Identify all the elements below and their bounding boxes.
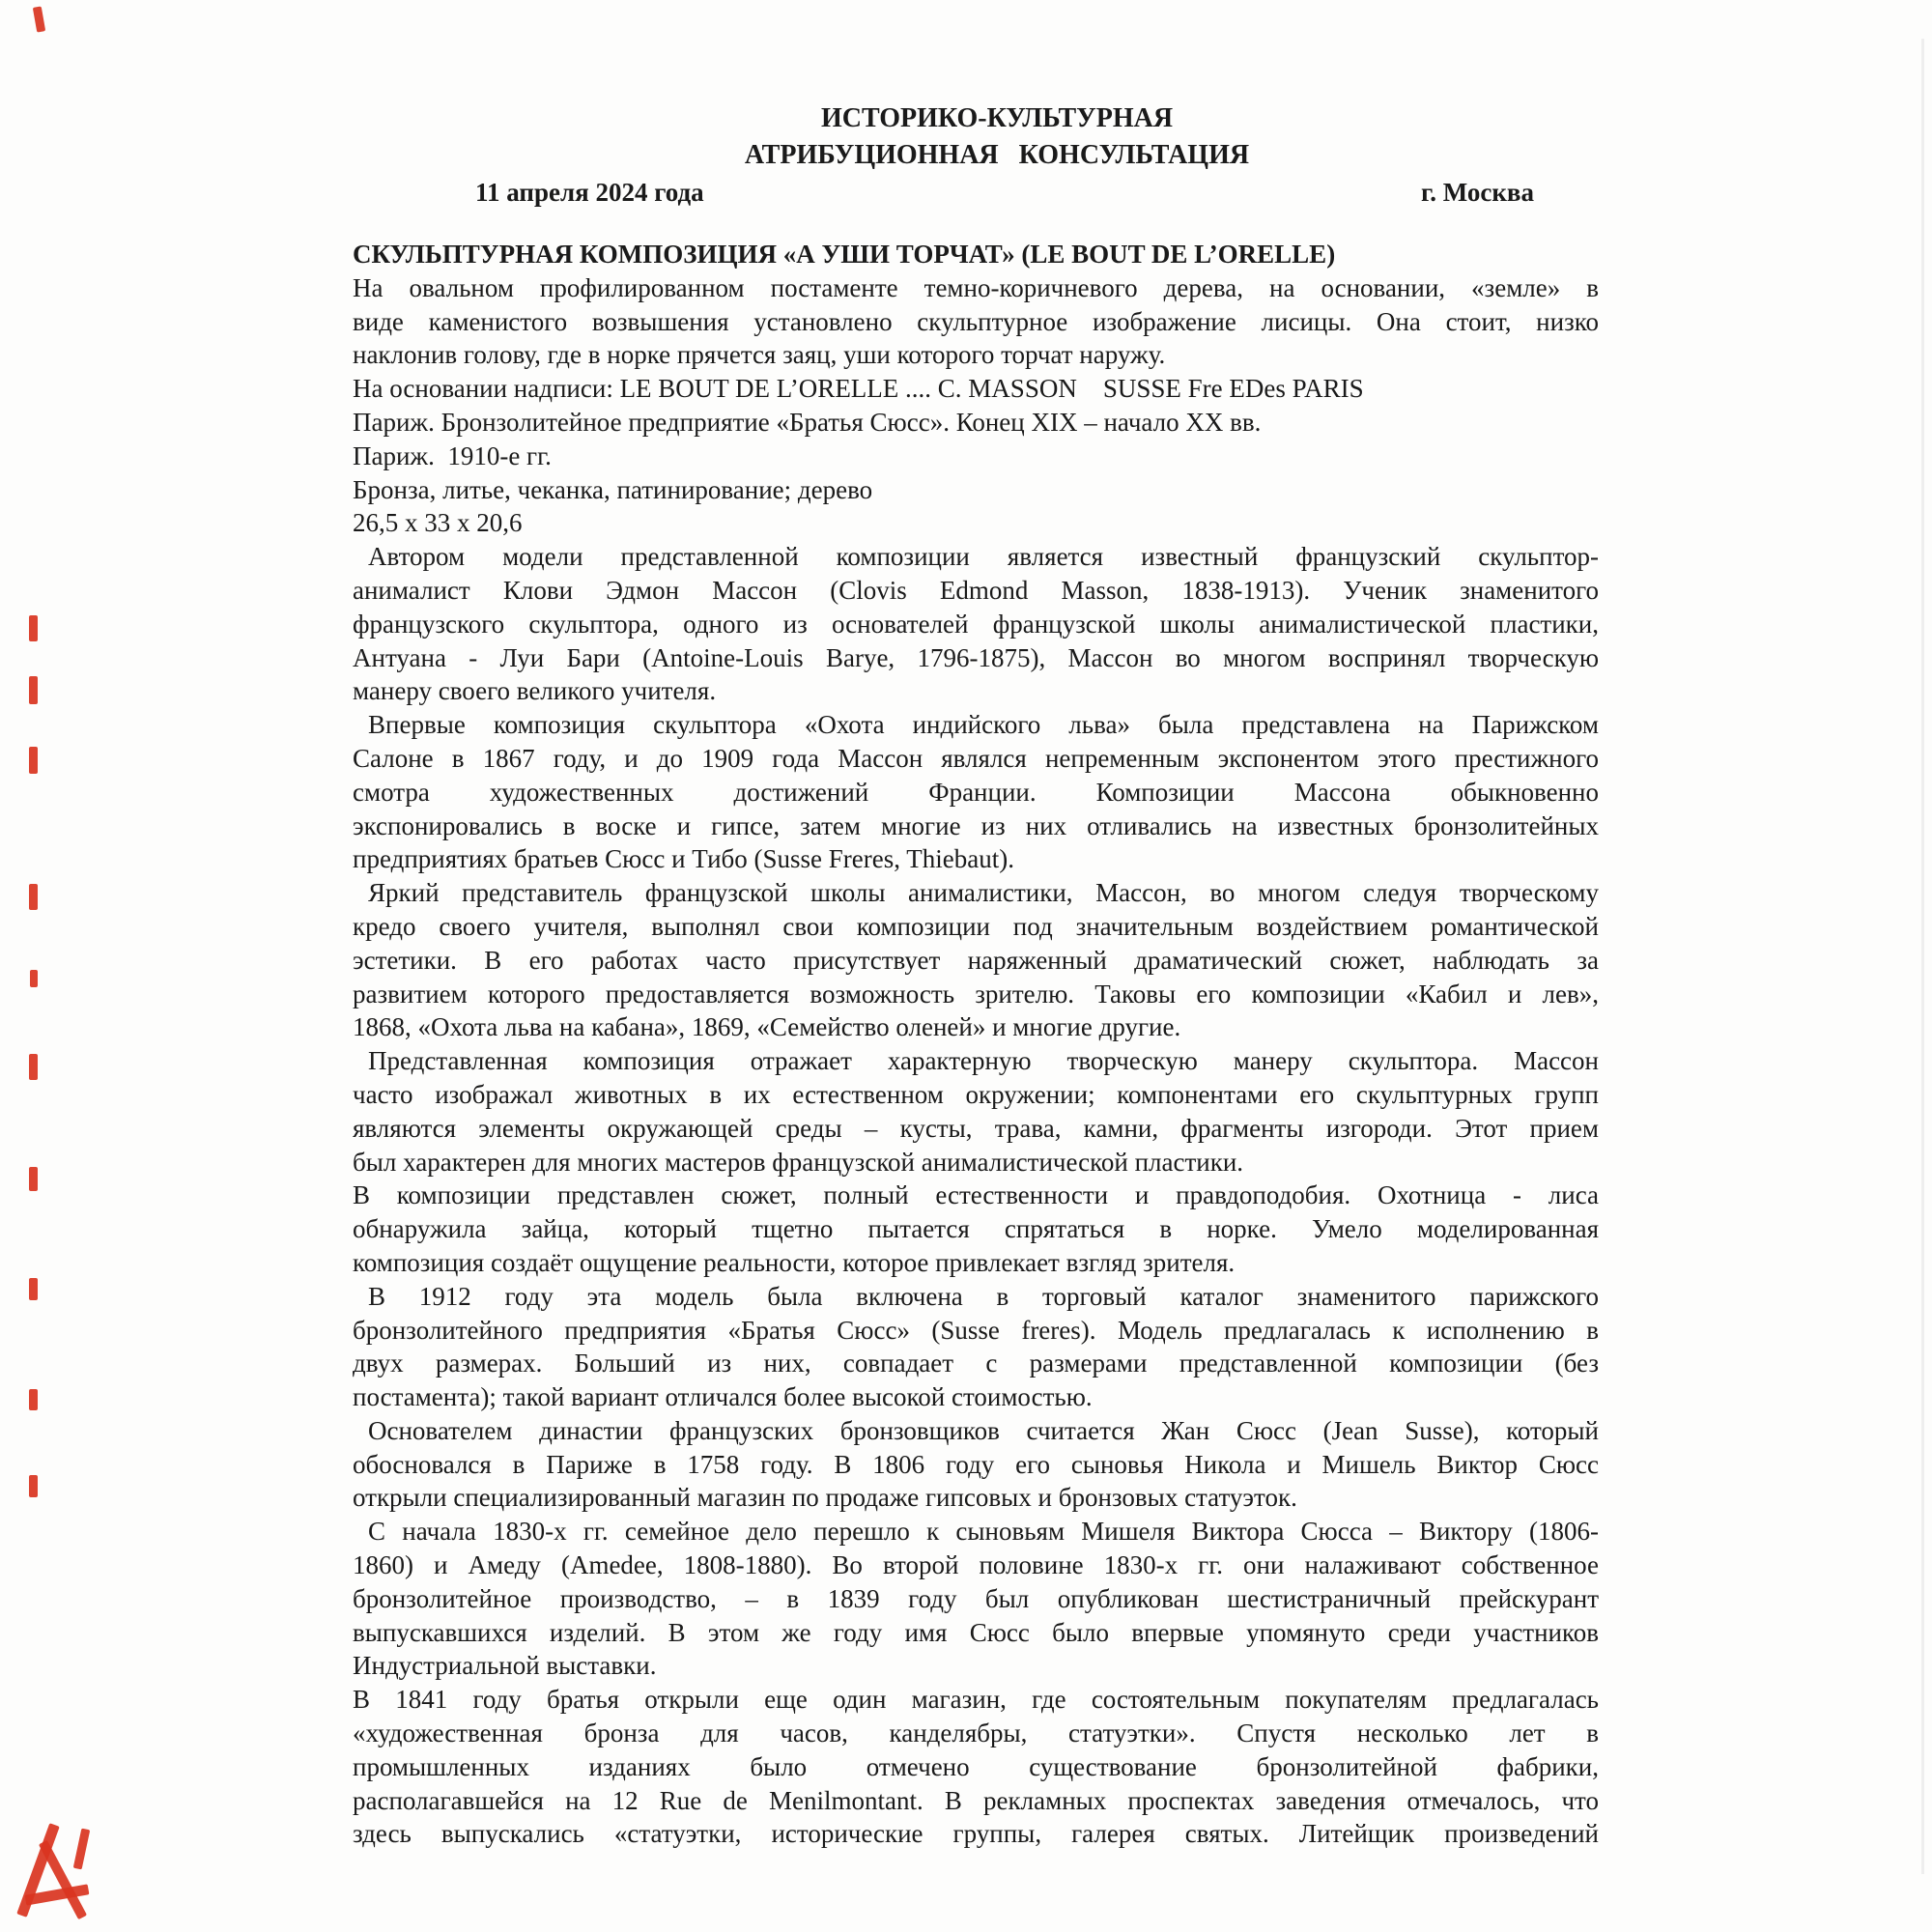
document-city: г. Москва [1421, 178, 1534, 207]
red-dash-mark [30, 970, 38, 987]
text-line: Париж. Бронзолитейное предприятие «Братья Сюсс». Конец XIX – начало XX вв. [353, 407, 1262, 437]
text-line: промышленных изданиях было отмечено существование бронзолитейной фабрики, [353, 1751, 1599, 1781]
text-line: Париж. 1910-е гг. [353, 440, 552, 470]
text-line: являются элементы окружающей среды – кусты, трава, камни, фрагменты изгороди. Этот прием [353, 1113, 1599, 1143]
text-line: виде каменистого возвышения установлено скульптурное изображение лисицы. Она стоит, низко [353, 306, 1599, 336]
text-line: Бронза, литье, чеканка, патинирование; дерево [353, 474, 873, 504]
text-line: Салоне в 1867 году, и до 1909 года Массон являлся непременным экспонентом этого престижного [353, 743, 1599, 773]
text-line: бронзолитейное производство, – в 1839 году был опубликован шестистраничный прейскурант [353, 1583, 1599, 1613]
text-line: Индустриальной выставки. [353, 1651, 657, 1681]
text-line: двух размерах. Больший из них, совпадает с размерами представленной композиции (без [353, 1349, 1599, 1378]
text-line: здесь выпускались «статуэтки, исторические группы, галерея святых. Литейщик произведений [353, 1819, 1599, 1849]
text-line: Яркий представитель французской школы анималистики, Массон, во многом следуя творческому [368, 878, 1599, 908]
text-line: постамента); такой вариант отличался более высокой стоимостью. [353, 1382, 1093, 1412]
text-line: 1860) и Амеду (Amedee, 1808-1880). Во второй половине 1830-х гг. они налаживают собственное [353, 1550, 1599, 1580]
red-dash-mark [29, 1278, 38, 1300]
text-line: В 1841 году братья открыли еще один магазин, где состоятельным покупателям предлагалась [353, 1685, 1599, 1715]
text-line: 26,5 х 33 х 20,6 [353, 508, 523, 538]
document-date: 11 апреля 2024 года [475, 178, 704, 207]
text-line: Основателем династии французских бронзовщиков считается Жан Сюсс (Jean Susse), который [368, 1415, 1599, 1445]
text-line: Антуана - Луи Бари (Antoine-Louis Barye, 1796-1875), Массон во многом воспринял творческую [353, 642, 1599, 672]
red-dash-mark [29, 1475, 38, 1497]
text-line: наклонив голову, где в норке прячется заяц, уши которого торчат наружу. [353, 340, 1166, 370]
text-line: Впервые композиция скульптора «Охота индийского льва» была представлена на Парижском [368, 710, 1599, 740]
text-line: экспонировались в воске и гипсе, затем многие из них отливались на известных бронзолитейных [353, 810, 1599, 840]
text-line: развитием которого предоставляется возможность зрителю. Таковы его композиции «Кабил и лев», [353, 979, 1599, 1009]
text-line: выпускавшихся изделий. В этом же году имя Сюсс было впервые упомянуто среди участников [353, 1617, 1599, 1647]
text-line: обосновался в Париже в 1758 году. В 1806 году его сыновья Никола и Мишель Виктор Сюсс [353, 1449, 1599, 1479]
text-line: был характерен для многих мастеров французской анималистической пластики. [353, 1147, 1244, 1177]
red-dash-mark [29, 1389, 38, 1410]
red-dash-mark [29, 1167, 38, 1191]
red-dash-mark [29, 676, 38, 704]
text-line: анималист Клови Эдмон Массон (Clovis Edmond Masson, 1838-1913). Ученик знаменитого [353, 575, 1599, 605]
text-line: кредо своего учителя, выполнял свои композиции под значительным воздействием романтической [353, 911, 1599, 941]
red-dash-mark [33, 6, 45, 32]
text-line: «художественная бронза для часов, канделябры, статуэтки». Спустя несколько лет в [353, 1719, 1599, 1748]
text-line: СКУЛЬПТУРНАЯ КОМПОЗИЦИЯ «А УШИ ТОРЧАТ» (LE BOUT DE L’ORELLE) [353, 240, 1336, 269]
text-line: французского скульптора, одного из основателей французской школы анималистической пластики, [353, 609, 1599, 639]
text-line: располагавшейся на 12 Rue de Menilmontant. В рекламных проспектах заведения отмечалось, что [353, 1785, 1599, 1815]
document-title-line1: ИСТОРИКО-КУЛЬТУРНАЯ [820, 103, 1174, 133]
red-corner-scribble-stroke [73, 1829, 91, 1870]
document-title-line2: АТРИБУЦИОННАЯ КОНСУЛЬТАЦИЯ [744, 140, 1250, 170]
text-line: предприятиях братьев Сюсс и Тибо (Susse Freres, Thiebaut). [353, 844, 1014, 874]
text-line: В композиции представлен сюжет, полный естественности и правдоподобия. Охотница - лиса [353, 1180, 1599, 1210]
text-line: открыли специализированный магазин по продаже гипсовых и бронзовых статуэток. [353, 1483, 1297, 1513]
text-line: манеру своего великого учителя. [353, 676, 717, 706]
red-dash-mark [29, 1054, 38, 1080]
text-line: смотра художественных достижений Франции. Композиции Массона обыкновенно [353, 777, 1599, 807]
text-line: Представленная композиция отражает характерную творческую манеру скульптора. Массон [368, 1046, 1599, 1076]
red-dash-mark [29, 884, 38, 910]
document-body [353, 238, 1599, 1851]
text-line: С начала 1830-х гг. семейное дело перешло к сыновьям Мишеля Виктора Сюсса – Виктору (1806- [368, 1517, 1599, 1547]
text-line: обнаружила зайца, который тщетно пытается спрятаться в норке. Умело моделированная [353, 1214, 1599, 1244]
text-line: На основании надписи: LE BOUT DE L’ORELLE .... C. MASSON SUSSE Fre EDes PARIS [353, 374, 1364, 404]
text-line: бронзолитейного предприятия «Братья Сюсс» (Susse freres). Модель предлагалась к исполнению в [353, 1315, 1599, 1345]
text-line: Автором модели представленной композиции является известный французский скульптор- [368, 542, 1599, 572]
text-line: композиция создаёт ощущение реальности, которое привлекает взгляд зрителя. [353, 1247, 1236, 1277]
text-line: эстетики. В его работах часто присутствует наряженный драматический сюжет, наблюдать за [353, 945, 1599, 975]
text-line: На овальном профилированном постаменте темно-коричневого дерева, на основании, «земле» в [353, 272, 1599, 302]
text-line: 1868, «Охота льва на кабана», 1869, «Семейство оленей» и многие другие. [353, 1012, 1181, 1042]
text-line: часто изображал животных в их естественном окружении; компонентами его скульптурных групп [353, 1079, 1599, 1109]
text-line: В 1912 году эта модель была включена в торговый каталог знаменитого парижского [368, 1281, 1599, 1311]
red-dash-mark [29, 747, 38, 774]
red-dash-mark [29, 615, 38, 641]
